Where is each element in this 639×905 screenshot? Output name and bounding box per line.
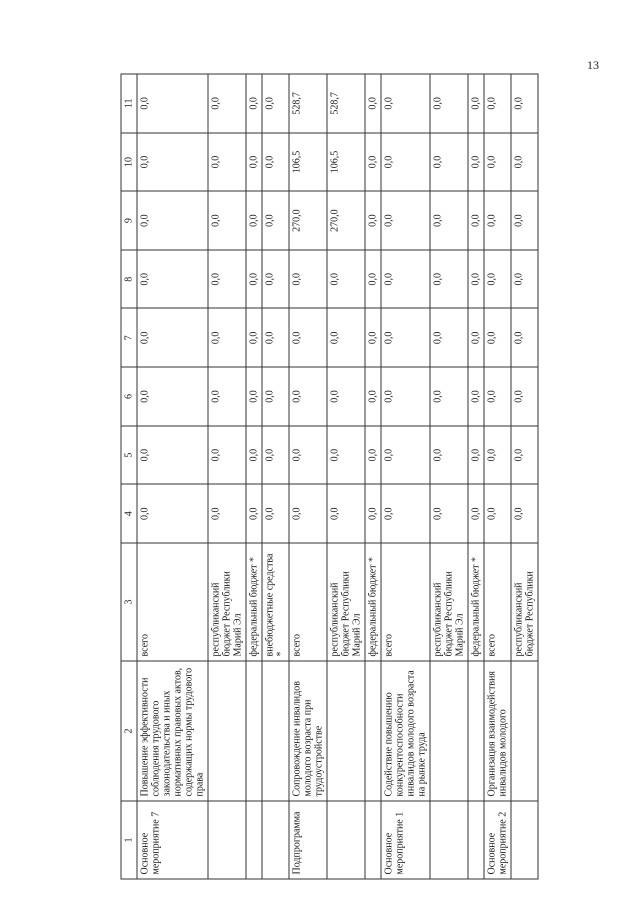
table-cell: 0,0 [262,484,289,543]
table-cell: 0,0 [262,309,289,368]
table-cell: всего [289,543,327,661]
table-cell: 0,0 [430,367,468,426]
table-cell: 0,0 [137,191,208,250]
table-cell [262,801,289,879]
table-cell: 0,0 [484,250,511,309]
table-cell: всего [484,543,511,661]
table-cell: 0,0 [208,191,246,250]
table-cell: всего [137,543,208,661]
table-row [468,74,484,879]
table-cell: федеральный бюджет * [365,543,381,661]
header-row [121,74,137,879]
table-cell: 0,0 [289,367,327,426]
table-cell: 0,0 [208,367,246,426]
table-cell: 0,0 [137,309,208,368]
table-cell: 0,0 [430,133,468,192]
table-cell: 106,5 [327,133,365,192]
table-cell: 0,0 [246,309,262,368]
header-cell: 6 [121,367,137,426]
table-cell: 0,0 [511,191,538,250]
table-cell: Организация взаимодействия инвалидов молодого [484,661,511,801]
table-cell: 0,0 [137,133,208,192]
table-cell: 0,0 [327,309,365,368]
table-row [381,74,430,879]
table-cell: 0,0 [365,191,381,250]
table-cell: 0,0 [468,426,484,485]
table-cell: 0,0 [484,74,511,133]
table-cell: 0,0 [327,484,365,543]
table-cell: республиканский бюджет Республики Марий Эл [208,543,246,661]
table-cell [511,661,538,801]
table-cell: 0,0 [208,484,246,543]
table-cell: 270,0 [289,191,327,250]
table-body [137,74,538,879]
table-cell: всего [381,543,430,661]
header-cell: 8 [121,250,137,309]
table-cell: 0,0 [137,250,208,309]
table-cell: Основное мероприятие 2 [484,801,511,879]
table-cell: 0,0 [327,426,365,485]
table-cell: Основное мероприятие 1 [381,801,430,879]
table-cell: 0,0 [262,191,289,250]
table-cell: 0,0 [484,309,511,368]
table-cell: 0,0 [262,133,289,192]
table-cell: 0,0 [365,250,381,309]
table-cell [365,801,381,879]
table-cell [262,661,289,801]
table-cell: 0,0 [327,250,365,309]
table-cell: 0,0 [327,367,365,426]
table-cell [430,801,468,879]
header-cell: 5 [121,426,137,485]
table-row [246,74,262,879]
table-row [365,74,381,879]
table-cell: 0,0 [430,309,468,368]
table-cell: 0,0 [137,426,208,485]
table-cell: 0,0 [381,74,430,133]
table-cell: 0,0 [430,74,468,133]
table-cell: 0,0 [430,426,468,485]
table-cell [511,801,538,879]
table-cell: 528,7 [289,74,327,133]
table-cell [246,661,262,801]
page-number: 13 [587,58,599,72]
table-cell: 0,0 [208,74,246,133]
table-cell: 0,0 [246,191,262,250]
header-cell: 4 [121,484,137,543]
table-cell: 0,0 [381,133,430,192]
table-cell: 0,0 [468,133,484,192]
table-cell: 0,0 [468,367,484,426]
header-cell: 9 [121,191,137,250]
table-cell: 0,0 [468,484,484,543]
table-cell: 0,0 [381,191,430,250]
table-cell: 0,0 [289,250,327,309]
table-cell: 0,0 [484,484,511,543]
table-cell: 528,7 [327,74,365,133]
table-row [208,74,246,879]
table-cell [468,661,484,801]
table-cell: 0,0 [365,367,381,426]
table-cell: 0,0 [246,426,262,485]
table-cell: 0,0 [289,426,327,485]
table-cell [468,801,484,879]
table-cell: 0,0 [511,426,538,485]
table-cell: 0,0 [511,367,538,426]
table-row [137,74,208,879]
table-cell: 0,0 [246,250,262,309]
table-cell: 0,0 [430,484,468,543]
header-cell: 11 [121,74,137,133]
table-cell: 0,0 [511,133,538,192]
table-cell: 0,0 [246,484,262,543]
table-cell: республиканский бюджет Республики Марий Эл [430,543,468,661]
table-cell: 0,0 [511,250,538,309]
header-cell: 2 [121,661,137,801]
table-cell [208,661,246,801]
table-cell: 106,5 [289,133,327,192]
header-cell: 3 [121,543,137,661]
table-cell: 0,0 [468,191,484,250]
table-cell: 0,0 [208,133,246,192]
table-cell: 0,0 [365,133,381,192]
table-cell: 0,0 [430,191,468,250]
table-cell [327,661,365,801]
table-cell: 0,0 [484,426,511,485]
table-cell: 0,0 [381,250,430,309]
table-cell: 0,0 [381,484,430,543]
table-cell: республиканский бюджет Республики Марий Эл [327,543,365,661]
rotated-table-wrapper [121,74,626,880]
table-cell: 0,0 [365,309,381,368]
table-row [289,74,327,879]
table-cell: 0,0 [208,250,246,309]
table-cell [327,801,365,879]
table-cell: 0,0 [484,191,511,250]
table-cell: Повышение эффективности соблюдения трудового законодательства и иных нормативных правовых актов, содержащих нормы трудового права [137,661,208,801]
table-cell: 0,0 [365,74,381,133]
table-cell: 0,0 [511,484,538,543]
table-cell: 0,0 [430,250,468,309]
table-cell [430,661,468,801]
header-cell: 10 [121,133,137,192]
table-cell [208,801,246,879]
table-cell: 0,0 [246,74,262,133]
table-row [262,74,289,879]
table-cell: 0,0 [365,484,381,543]
table-cell: 0,0 [381,367,430,426]
table-cell: 0,0 [262,250,289,309]
table-cell: 0,0 [468,74,484,133]
table-cell: 0,0 [468,250,484,309]
table-cell: 0,0 [511,309,538,368]
table-cell: 0,0 [137,484,208,543]
table-cell: 0,0 [137,367,208,426]
table-row [327,74,365,879]
table-cell: Сопровождение инвалидов молодого возраста при трудоустройстве [289,661,327,801]
header-cell: 1 [121,801,137,879]
table-sheet [120,74,625,880]
table-cell: 0,0 [262,74,289,133]
table-cell: Подпрограмма [289,801,327,879]
table-cell: 0,0 [289,484,327,543]
table-cell: федеральный бюджет * [468,543,484,661]
table-cell: 0,0 [381,426,430,485]
table-row [511,74,538,879]
table-cell: 0,0 [468,309,484,368]
header-cell: 7 [121,309,137,368]
table-cell [246,801,262,879]
table-cell: Содействие повышению конкурентоспособности инвалидов молодого возраста на рынке труда [381,661,430,801]
table-cell: 0,0 [137,74,208,133]
table-cell: Основное мероприятие 7 [137,801,208,879]
table-cell: 270,0 [327,191,365,250]
table-cell: 0,0 [246,367,262,426]
table-cell [365,661,381,801]
table-cell: 0,0 [484,133,511,192]
table-row [484,74,511,879]
funding-table [121,74,539,880]
table-cell: 0,0 [262,367,289,426]
table-cell: 0,0 [208,309,246,368]
table-cell: 0,0 [365,426,381,485]
table-cell: 0,0 [208,426,246,485]
table-cell: 0,0 [289,309,327,368]
table-cell: 0,0 [381,309,430,368]
table-cell: республиканский бюджет Республики [511,543,538,661]
table-row [430,74,468,879]
table-cell: внебюджетные средства * [262,543,289,661]
table-cell: федеральный бюджет * [246,543,262,661]
table-cell: 0,0 [511,74,538,133]
table-cell: 0,0 [262,426,289,485]
table-cell: 0,0 [246,133,262,192]
table-cell: 0,0 [484,367,511,426]
